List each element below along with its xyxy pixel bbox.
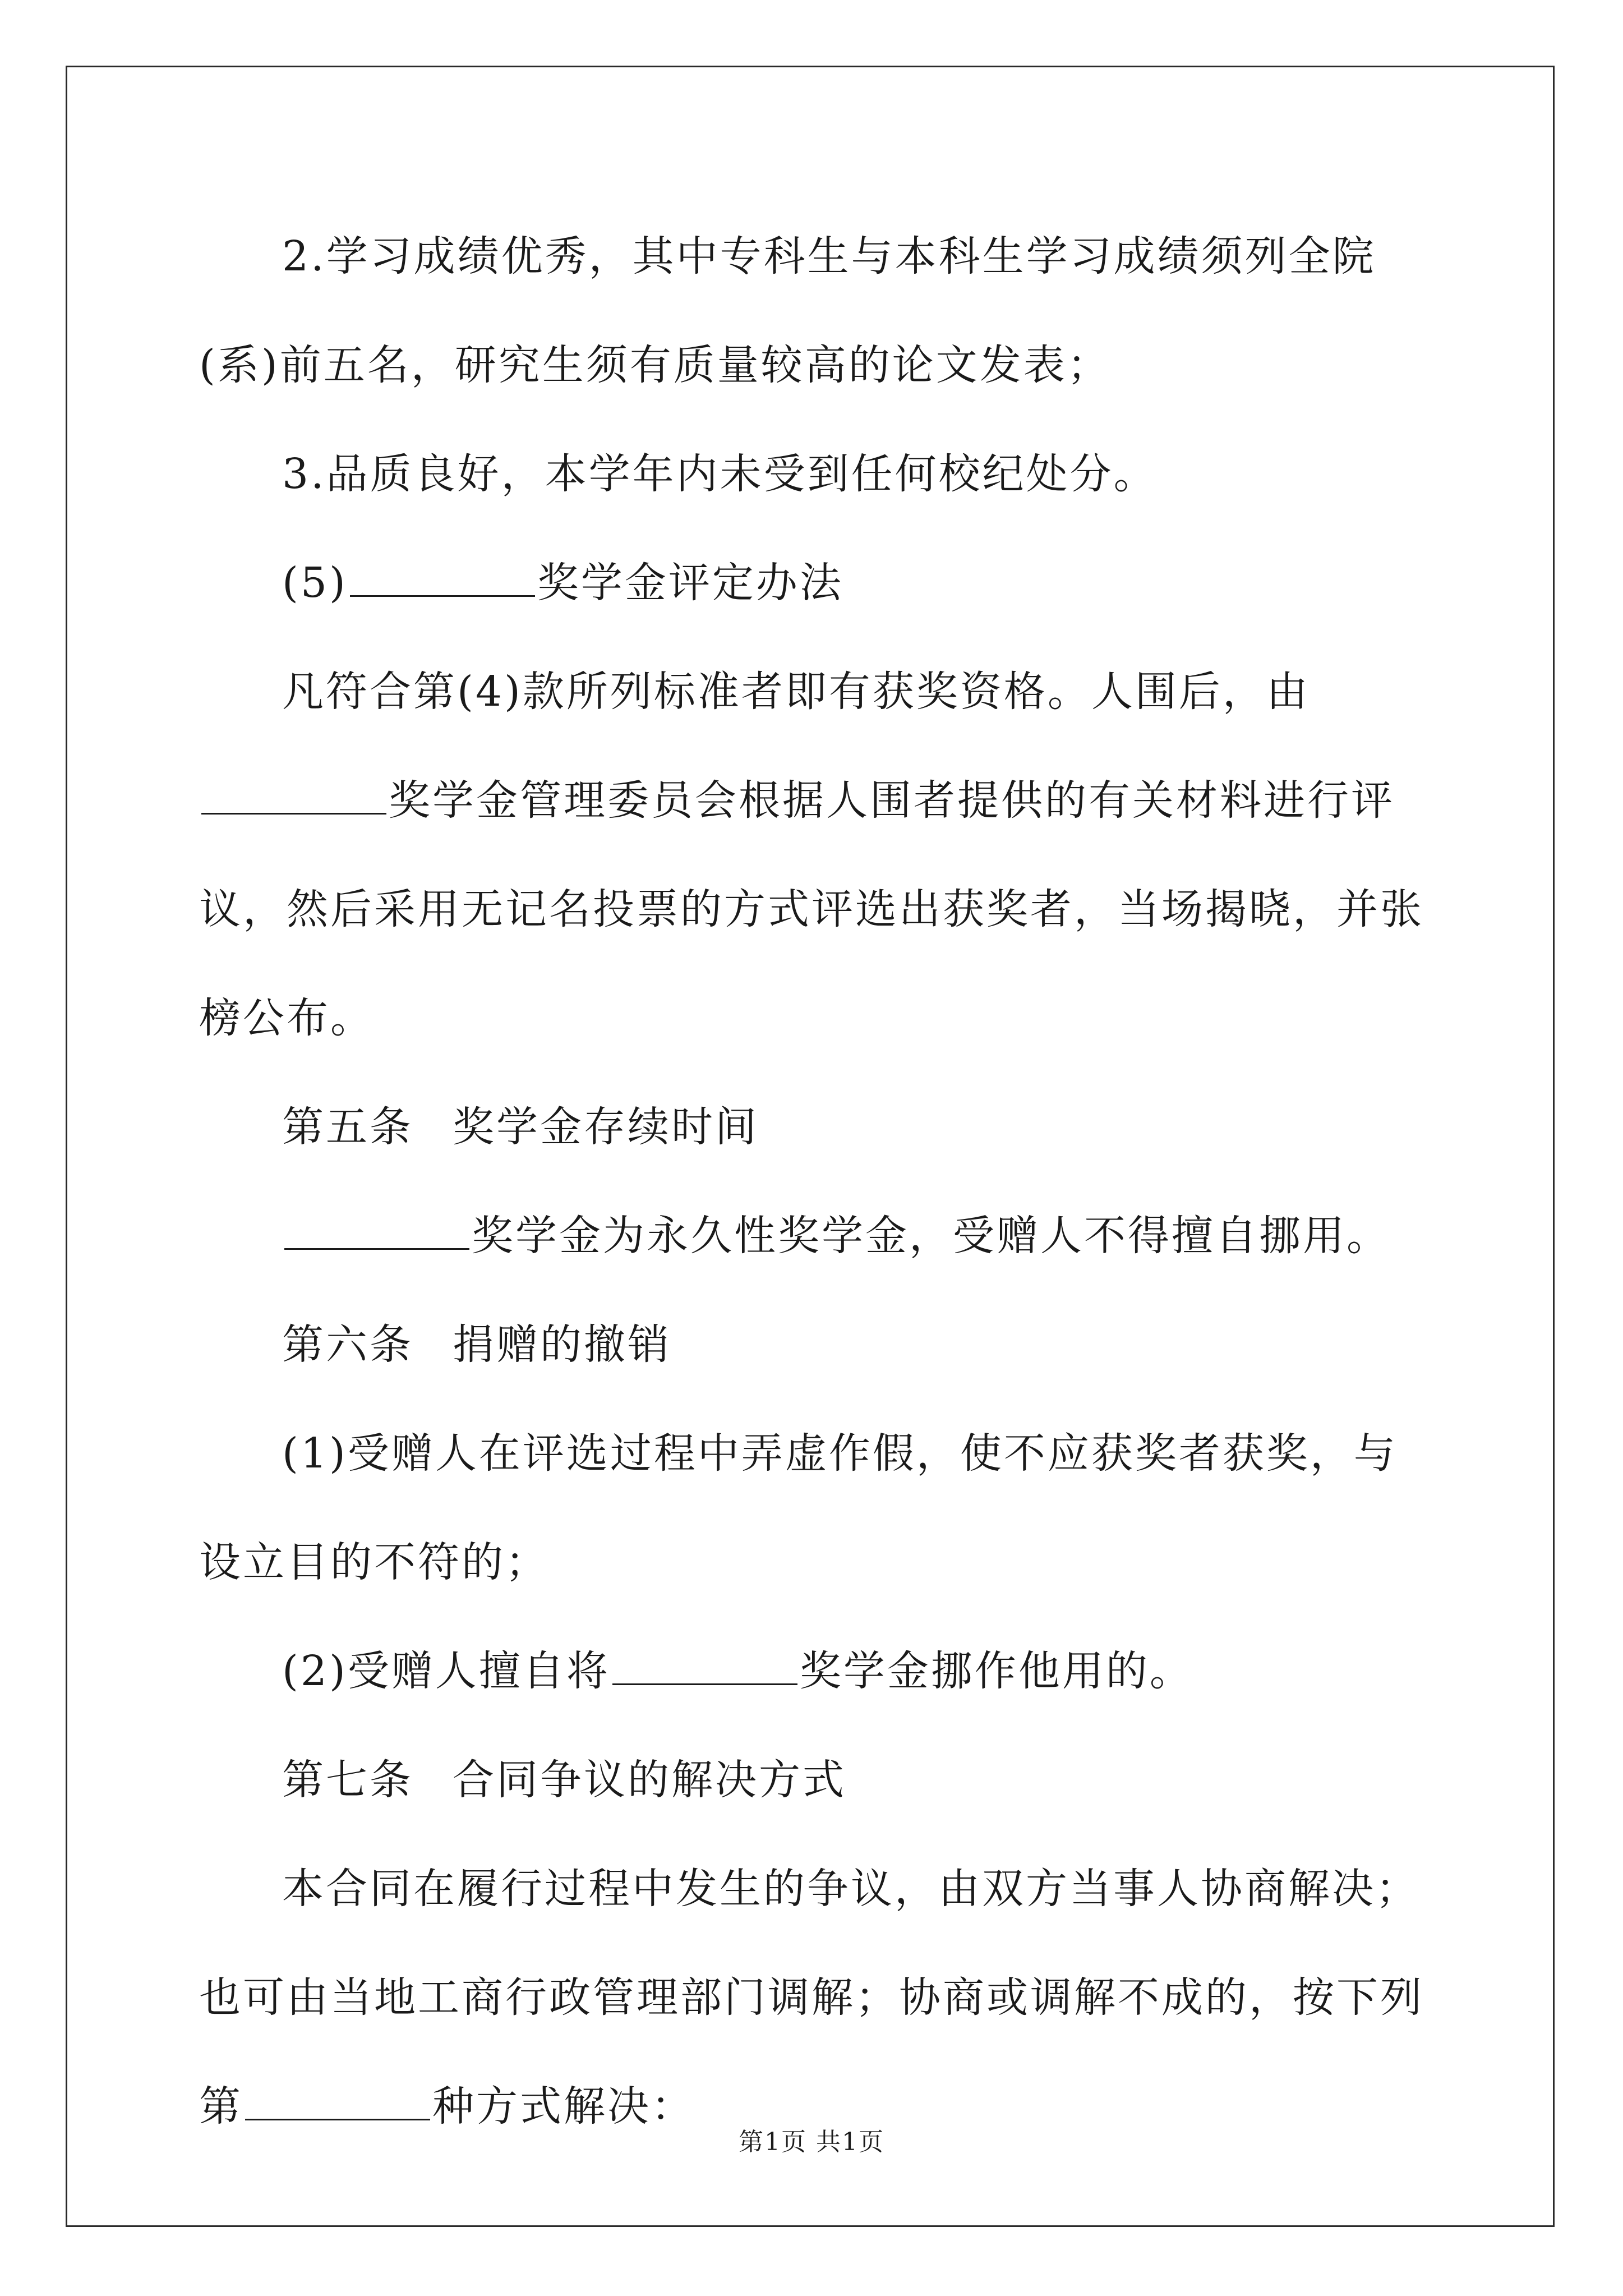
document-body xyxy=(199,202,1427,2161)
paragraph-text: 捐赠的撤销 xyxy=(453,1320,671,1369)
fill-in-blank xyxy=(245,2079,430,2120)
paragraph-text: (2)受赠人擅自将 xyxy=(282,1647,610,1695)
paragraph-text: 2.学习成绩优秀，其中专科生与本科生学习成绩须列全院(系)前五名，研究生须有质量较高的论文发表； xyxy=(199,232,1376,389)
paragraph-text: 第五条 xyxy=(282,1103,413,1151)
paragraph-text: (5) xyxy=(282,559,348,607)
paragraph-p9 xyxy=(199,1617,1427,1726)
paragraph-text: 奖学金为永久性奖学金，受赠人不得擅自挪用。 xyxy=(472,1212,1390,1260)
paragraph-text: 第六条 xyxy=(282,1320,413,1369)
paragraph-text: 凡符合第(4)款所列标准者即有获奖资格。人围后，由 xyxy=(282,668,1310,716)
page-footer: 第1页 共1页 xyxy=(739,2128,884,2156)
paragraph-text: 本合同在履行过程中发生的争议，由双方当事人协商解决；也可由当地工商行政管理部门调解；协商或调解不成的，按下列第 xyxy=(199,1865,1424,2131)
paragraph-text: 奖学金挪作他用的。 xyxy=(799,1647,1193,1695)
paragraph-p7 xyxy=(199,1290,1427,1399)
paragraph-p6 xyxy=(199,1181,1427,1290)
paragraph-text: 种方式解决： xyxy=(432,2082,695,2131)
paragraph-text: 第七条 xyxy=(282,1756,413,1804)
paragraph-p11 xyxy=(199,1834,1427,2161)
fill-in-blank xyxy=(284,1209,469,1250)
paragraph-p8 xyxy=(199,1399,1427,1617)
paragraph-p3 xyxy=(199,528,1427,637)
fill-in-blank xyxy=(350,556,535,597)
paragraph-p2 xyxy=(199,420,1427,528)
paragraph-text: 3.品质良好，本学年内未受到任何校纪处分。 xyxy=(282,450,1158,498)
paragraph-p5 xyxy=(199,1073,1427,1181)
fill-in-blank xyxy=(201,774,386,815)
paragraph-p4 xyxy=(199,637,1427,1073)
paragraph-text: (1)受赠人在评选过程中弄虚作假，使不应获奖者获奖，与设立目的不符的； xyxy=(199,1429,1398,1586)
paragraph-text: 奖学金存续时间 xyxy=(453,1103,759,1151)
paragraph-p10 xyxy=(199,1726,1427,1834)
paragraph-text: 奖学金评定办法 xyxy=(537,559,843,607)
paragraph-text: 合同争议的解决方式 xyxy=(453,1756,846,1804)
paragraph-p1 xyxy=(199,202,1427,420)
fill-in-blank xyxy=(612,1644,797,1685)
paragraph-text: 奖学金管理委员会根据人围者提供的有关材料进行评议，然后采用无记名投票的方式评选出获奖者，当场揭晓，并张榜公布。 xyxy=(199,776,1424,1042)
